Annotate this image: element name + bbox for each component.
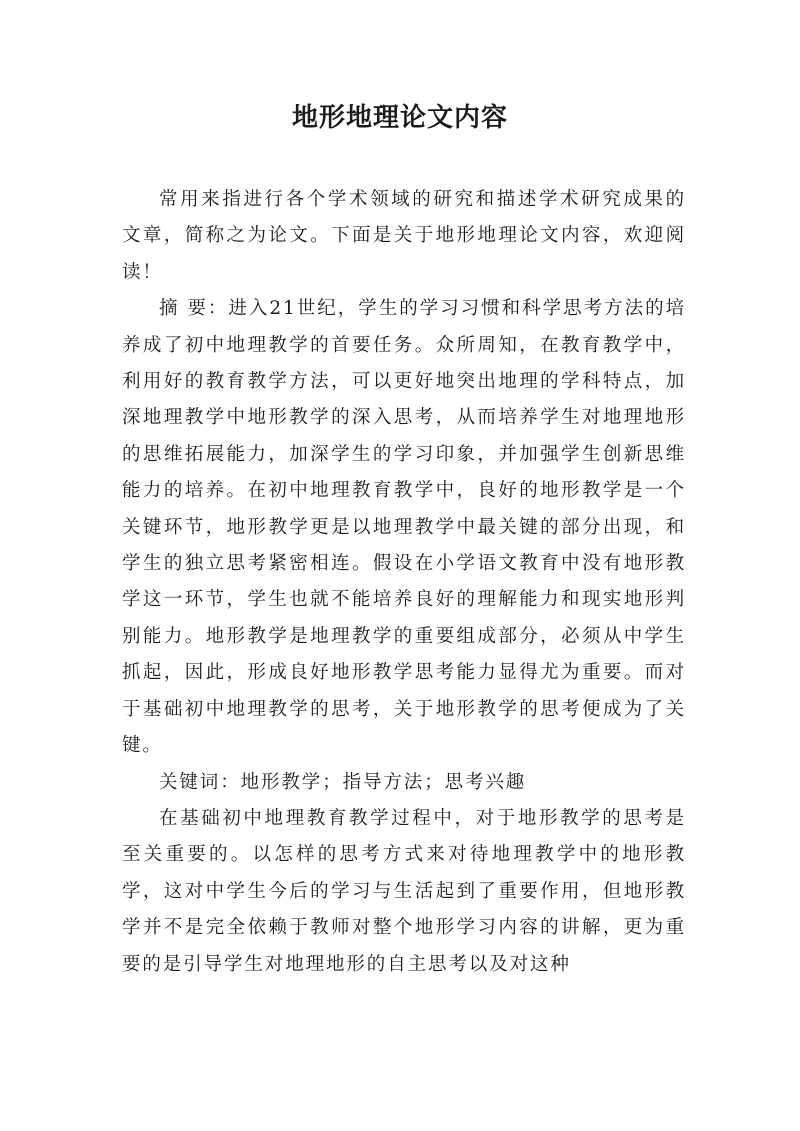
document-title: 地形地理论文内容 (291, 103, 508, 133)
intro-paragraph: 常用来指进行各个学术领域的研究和描述学术研究成果的文章，简称之为论文。下面是关于地形地理论文内容，欢迎阅读！ (122, 189, 686, 283)
document-body (122, 182, 686, 983)
body-paragraph: 在基础初中地理教育教学过程中，对于地形教学的思考是至关重要的。以怎样的思考方式来对待地理教学中的地形教学，这对中学生今后的学习与生活起到了重要作用，但地形教学并不是完全依赖于教师对整个地形学习内容的讲解，更为重要的是引导学生对地理地形的自主思考以及对这种 (122, 807, 686, 975)
keywords-paragraph: 关键词：地形教学；指导方法；思考兴趣 (159, 771, 527, 793)
abstract-paragraph: 摘 要：进入21世纪，学生的学习习惯和科学思考方法的培养成了初中地理教学的首要任务。众所周知，在教育教学中，利用好的教育教学方法，可以更好地突出地理的学科特点，加深地理教学中地形教学的深入思考，从而培养学生对地理地形的思维拓展能力，加深学生的学习印象，并加强学生创新思维能力的培养。在初中地理教育教学中，良好的地形教学是一个关键环节，地形教学更是以地理教学中最关键的部分出现，和学生的独立思考紧密相连。假设在小学语文教育中没有地形教学这一环节，学生也就不能培养良好的理解能力和现实地形判别能力。地形教学是地理教学的重要组成部分，必须从中学生抓起，因此，形成良好地形教学思考能力显得尤为重要。而对于基础初中地理教学的思考，关于地形教学的思考便成为了关键。 (122, 298, 686, 757)
